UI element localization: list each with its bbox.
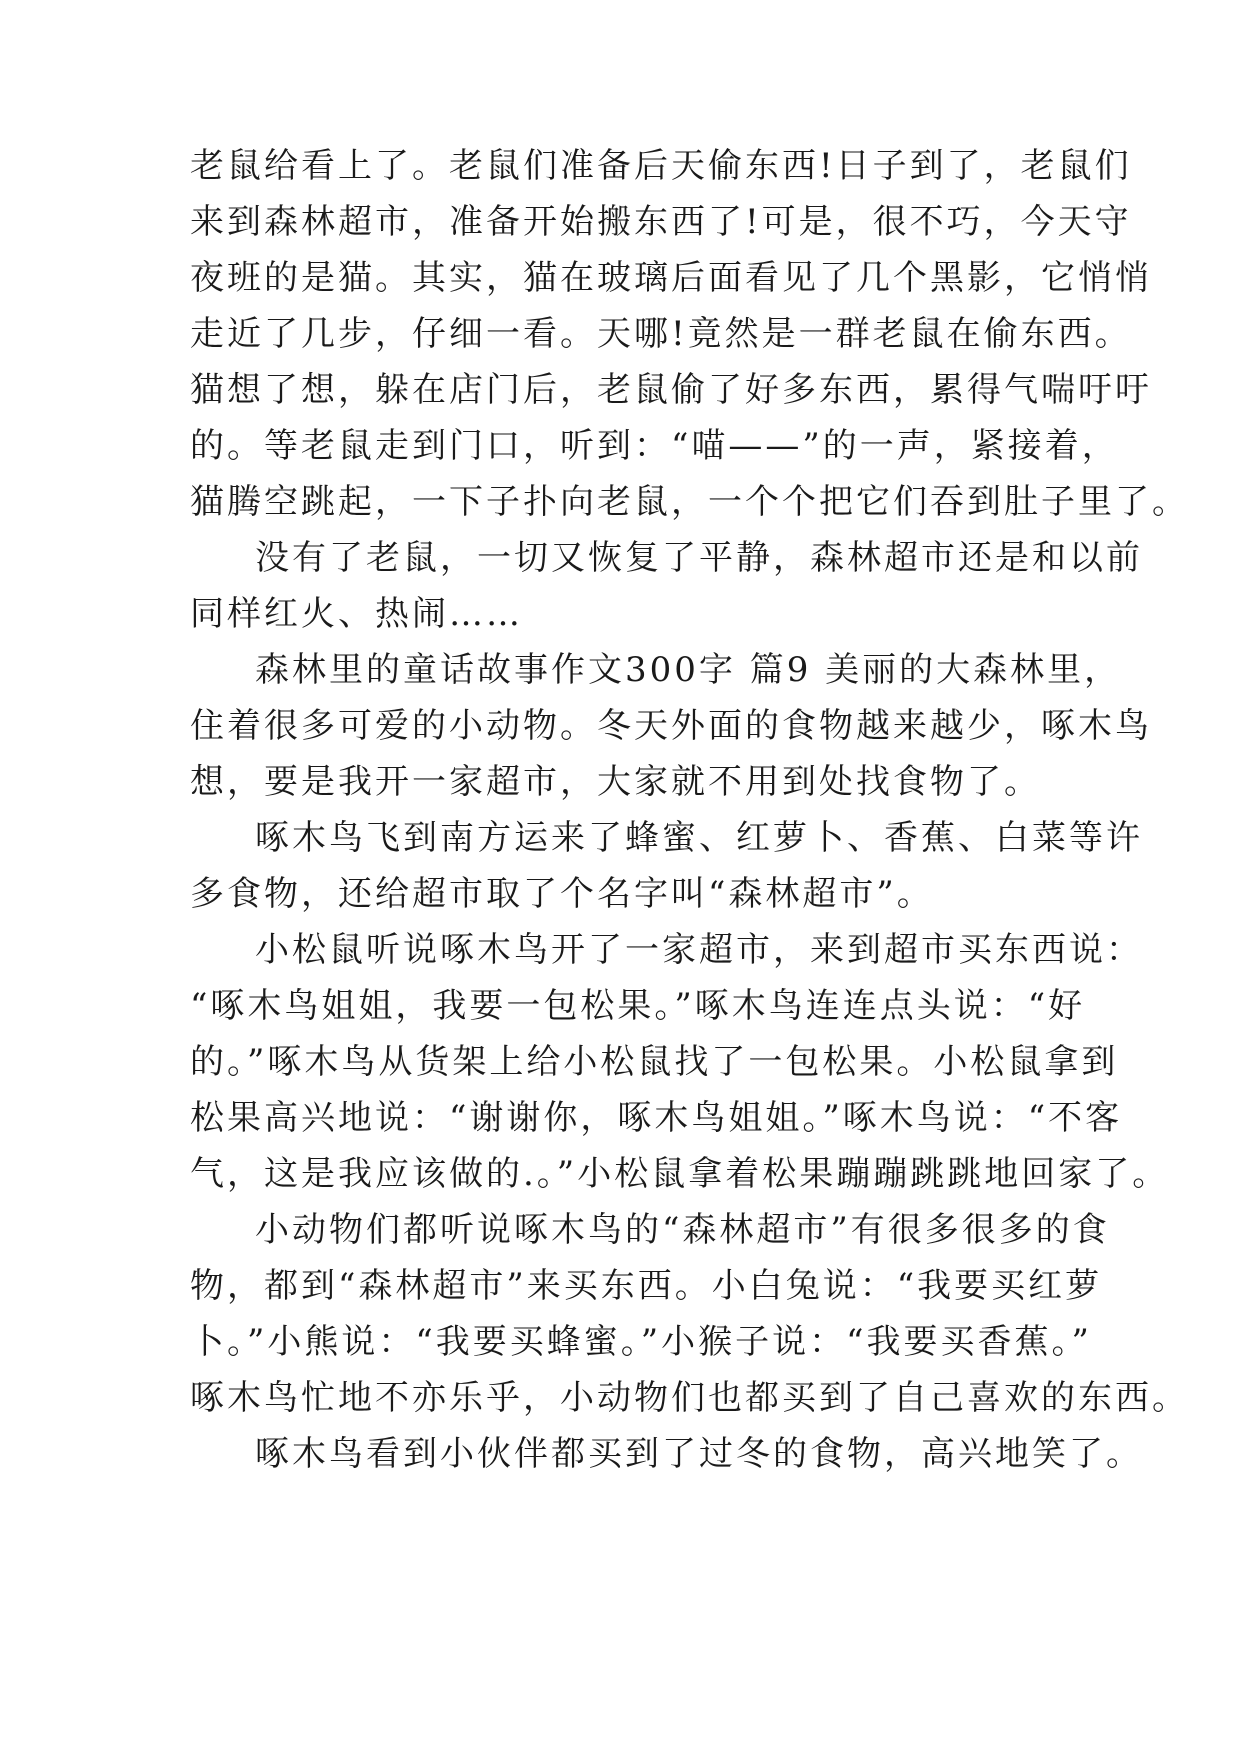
text-line-24: 啄木鸟看到小伙伴都买到了过冬的食物，高兴地笑了。 <box>255 1434 1143 1474</box>
text-line-16: “啄木鸟姐姐，我要一包松果。”啄木鸟连连点头说：“好 <box>190 986 1086 1026</box>
text-line-15: 小松鼠听说啄木鸟开了一家超市，来到超市买东西说： <box>255 930 1143 970</box>
text-line-23: 啄木鸟忙地不亦乐乎，小动物们也都买到了自己喜欢的东西。 <box>190 1378 1189 1418</box>
text-line-12: 想，要是我开一家超市，大家就不用到处找食物了。 <box>190 762 1041 802</box>
text-line-20: 小动物们都听说啄木鸟的“森林超市”有很多很多的食 <box>255 1210 1110 1250</box>
text-line-22: 卜。”小熊说：“我要买蜂蜜。”小猴子说：“我要买香蕉。” <box>190 1322 1092 1362</box>
text-line-5: 猫想了想，躲在店门后，老鼠偷了好多东西，累得气喘吁吁 <box>190 370 1152 410</box>
text-line-9: 同样红火、热闹…… <box>190 594 523 634</box>
text-line-18: 松果高兴地说：“谢谢你，啄木鸟姐姐。”啄木鸟说：“不客 <box>190 1098 1123 1138</box>
text-line-6: 的。等老鼠走到门口，听到：“喵——”的一声，紧接着， <box>190 426 1119 466</box>
text-line-2: 来到森林超市，准备开始搬东西了!可是，很不巧，今天守 <box>190 202 1132 242</box>
text-line-13: 啄木鸟飞到南方运来了蜂蜜、红萝卜、香蕉、白菜等许 <box>255 818 1143 858</box>
text-line-14: 多食物，还给超市取了个名字叫“森林超市”。 <box>190 874 934 914</box>
text-line-7: 猫腾空跳起，一下子扑向老鼠，一个个把它们吞到肚子里了。 <box>190 482 1189 522</box>
text-line-8: 没有了老鼠，一切又恢复了平静，森林超市还是和以前 <box>255 538 1143 578</box>
text-line-17: 的。”啄木鸟从货架上给小松鼠找了一包松果。小松鼠拿到 <box>190 1042 1119 1082</box>
text-line-11: 住着很多可爱的小动物。冬天外面的食物越来越少，啄木鸟 <box>190 706 1152 746</box>
text-line-10: 森林里的童话故事作文300字 篇9 美丽的大森林里， <box>255 650 1122 690</box>
text-line-19: 气，这是我应该做的.。”小松鼠拿着松果蹦蹦跳跳地回家了。 <box>190 1154 1170 1194</box>
text-line-1: 老鼠给看上了。老鼠们准备后天偷东西!日子到了，老鼠们 <box>190 146 1132 186</box>
text-line-4: 走近了几步，仔细一看。天哪!竟然是一群老鼠在偷东西。 <box>190 314 1132 354</box>
text-line-3: 夜班的是猫。其实，猫在玻璃后面看见了几个黑影，它悄悄 <box>190 258 1152 298</box>
text-line-21: 物，都到“森林超市”来买东西。小白兔说：“我要买红萝 <box>190 1266 1103 1306</box>
